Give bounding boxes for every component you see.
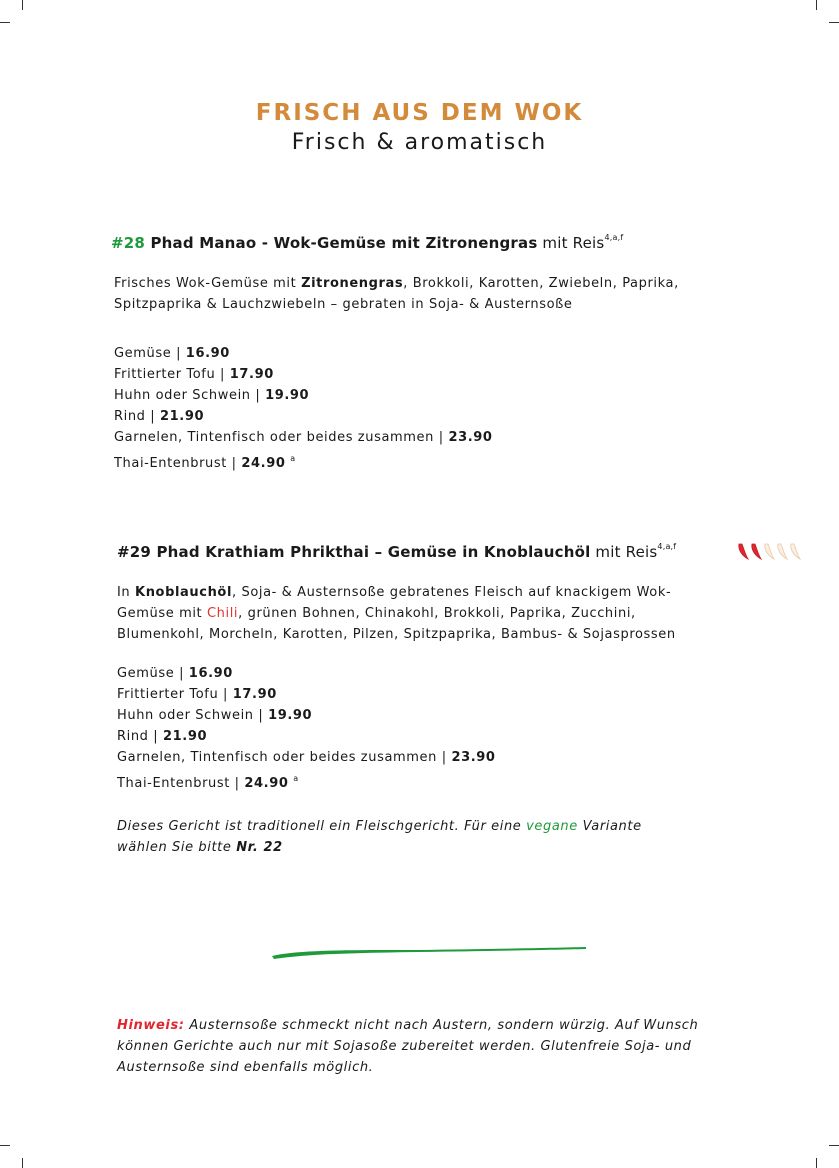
crop-mark-tr-h bbox=[829, 22, 839, 23]
crop-mark-tr-v bbox=[816, 0, 817, 10]
dish-29-title bbox=[117, 542, 676, 561]
vegan-note-line-1: Dieses Gericht ist traditionell ein Fleischgericht. Für eine vegane Variante bbox=[117, 819, 642, 834]
price-row: Garnelen, Tintenfisch oder beides zusammen | 23.90 bbox=[114, 430, 493, 445]
crop-mark-bl-h bbox=[0, 1145, 10, 1146]
crop-mark-br-v bbox=[816, 1158, 817, 1168]
dish-29-name: #29 Phad Krathiam Phrikthai – Gemüse in Knoblauchöl bbox=[117, 543, 591, 561]
dish-28-desc-line-2: Spitzpaprika & Lauchzwiebeln – gebraten in Soja- & Austernsoße bbox=[114, 297, 573, 312]
crop-mark-tl-h bbox=[0, 22, 10, 23]
divider-brush-stroke bbox=[268, 940, 590, 962]
vegan-note-line-2: wählen Sie bitte Nr. 22 bbox=[117, 840, 283, 855]
dish-29-price-list bbox=[117, 663, 496, 794]
price-row: Frittierter Tofu | 17.90 bbox=[114, 367, 274, 382]
price-row: Gemüse | 16.90 bbox=[114, 346, 230, 361]
dish-28-desc-line-1: Frisches Wok-Gemüse mit Zitronengras, Brokkoli, Karotten, Zwiebeln, Paprika, bbox=[114, 276, 679, 291]
chili-pepper-icon-empty bbox=[778, 544, 787, 559]
price-row: Huhn oder Schwein | 19.90 bbox=[117, 708, 313, 723]
dish-28-rice: mit Reis bbox=[537, 234, 605, 252]
crop-mark-br-h bbox=[829, 1145, 839, 1146]
hint-line-1: Hinweis: Austernsoße schmeckt nicht nach Austern, sondern würzig. Auf Wunsch bbox=[117, 1018, 699, 1033]
dish-29-description bbox=[117, 582, 676, 645]
chili-pepper-icon-filled bbox=[752, 544, 761, 559]
chili-pepper-icon-filled bbox=[739, 544, 748, 559]
dish-29-desc-line-2: Gemüse mit Chili, grünen Bohnen, Chinakohl, Brokkoli, Paprika, Zucchini, bbox=[117, 606, 636, 621]
section-title: FRISCH AUS DEM WOK bbox=[255, 100, 584, 126]
crop-mark-bl-v bbox=[22, 1158, 23, 1168]
crop-mark-tl-v bbox=[22, 0, 23, 10]
dish-28-name: Phad Manao - Wok-Gemüse mit Zitronengras bbox=[145, 234, 538, 252]
price-row: Huhn oder Schwein | 19.90 bbox=[114, 388, 310, 403]
dish-28-allergens: 4,a,f bbox=[604, 233, 624, 242]
price-row: Thai-Entenbrust | 24.90 $^a$ bbox=[117, 774, 299, 791]
dish-29-desc-line-3: Blumenkohl, Morcheln, Karotten, Pilzen, Spitzpaprika, Bambus- & Sojasprossen bbox=[117, 627, 676, 642]
price-row: Thai-Entenbrust | 24.90 $^a$ bbox=[114, 454, 296, 471]
hint-note bbox=[117, 1015, 698, 1078]
dish-29-allergens: 4,a,f bbox=[657, 542, 677, 551]
price-row: Garnelen, Tintenfisch oder beides zusammen | 23.90 bbox=[117, 750, 496, 765]
hint-line-2: können Gerichte auch nur mit Sojasoße zubereitet werden. Glutenfreie Soja- und bbox=[117, 1039, 692, 1054]
price-row: Gemüse | 16.90 bbox=[117, 666, 233, 681]
dish-29-rice: mit Reis bbox=[590, 543, 658, 561]
price-row: Rind | 21.90 bbox=[117, 729, 208, 744]
chili-pepper-icon-empty bbox=[765, 544, 774, 559]
chili-pepper-icon-empty bbox=[791, 544, 800, 559]
hint-label: Hinweis: bbox=[117, 1018, 185, 1033]
dish-28-description bbox=[114, 273, 679, 315]
dish-29-vegan-note bbox=[117, 816, 642, 858]
dish-28-number: #28 bbox=[111, 234, 146, 252]
spice-level-chili-icons bbox=[735, 541, 805, 561]
dish-28-title bbox=[111, 233, 623, 252]
dish-28-price-list bbox=[114, 343, 493, 474]
section-subtitle: Frisch & aromatisch bbox=[291, 130, 548, 155]
price-row: Rind | 21.90 bbox=[114, 409, 205, 424]
dish-29-desc-line-1: In Knoblauchöl, Soja- & Austernsoße gebratenes Fleisch auf knackigem Wok- bbox=[117, 585, 672, 600]
price-row: Frittierter Tofu | 17.90 bbox=[117, 687, 277, 702]
hint-line-3: Austernsoße sind ebenfalls möglich. bbox=[117, 1060, 374, 1075]
